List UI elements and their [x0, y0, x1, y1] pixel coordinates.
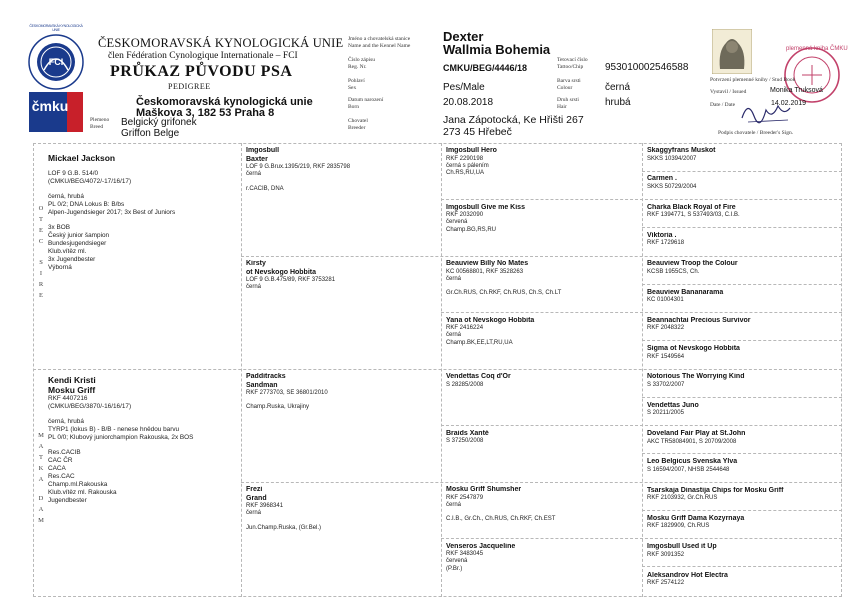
detail-line: RKF 4407216: [48, 395, 88, 402]
hair-value: hrubá: [605, 97, 631, 108]
detail-line: černá: [446, 275, 462, 282]
grandparent-cell: [246, 147, 436, 254]
detail-line: 3x Jugendbester: [48, 256, 96, 263]
grandparent-name: Kirsty: [246, 260, 266, 267]
detail-line: [48, 217, 236, 224]
breed-emblem: [712, 29, 752, 74]
great-grandparent-name: Imgosbull Hero: [446, 147, 497, 154]
great-grandparent-name: Beauview Billy No Mates: [446, 260, 529, 267]
stamp-text: plemenná kniha ČMKU: [786, 46, 848, 52]
detail-line: RKF 2773703, SE 36801/2010: [246, 390, 328, 396]
tattoo-label: Tetovací číslo Tattoo/Chip: [557, 57, 588, 70]
great-great-grandparent-cell: [647, 430, 839, 452]
detail-line: SKKS 50729/2004: [647, 183, 697, 190]
dog-name-2: Wallmia Bohemia: [443, 42, 551, 57]
detail-line: černá: [246, 284, 262, 291]
great-great-grandparent-name: Charka Black Royal of Fire: [647, 203, 736, 211]
detail-line: (CMKU/BEG/3870/-16/16/17): [48, 403, 132, 410]
color-label: Barva srsti Colour: [557, 78, 581, 91]
detail-line: červená: [446, 219, 468, 226]
detail-line: S 37250/2008: [446, 438, 484, 444]
detail-line: Res.CACIB: [48, 449, 81, 456]
breed-value-2: Griffon Belge: [121, 128, 180, 139]
detail-line: RKF 2574122: [647, 580, 685, 586]
detail-line: [246, 179, 436, 186]
detail-line: 3x BOB: [48, 224, 71, 231]
great-great-grandparent-name: Beauview Bananarama: [647, 288, 724, 296]
great-great-grandparent-cell: [647, 317, 839, 339]
detail-line: [446, 283, 638, 290]
detail-line: Gr.Ch.RUS, Ch.RKF, Ch.RUS, Ch.S, Ch.LT: [446, 290, 562, 297]
logo-fci-text: FCI: [48, 57, 64, 67]
detail-line: Ch.RS,RU,UA: [446, 170, 485, 177]
breeder-sign-label: Podpis chovatele / Breeder's Sign.: [718, 130, 794, 136]
detail-line: Bundesjugendsieger: [48, 240, 107, 247]
detail-line: Champ.BG,RS,RU: [446, 226, 497, 233]
great-great-grandparent-cell: [647, 204, 839, 226]
detail-line: C.I.B., Gr.Ch., Ch.RUS, Ch.RKF, Ch.EST: [446, 516, 556, 523]
logo-cmku-text: čmku: [31, 98, 69, 114]
detail-line: KC 01004301: [647, 297, 684, 303]
great-grandparent-cell: [446, 260, 638, 311]
grandparent-cell: [246, 373, 436, 480]
grandparent-cell: [246, 486, 436, 593]
detail-line: černá: [446, 332, 462, 339]
detail-line: [48, 411, 236, 418]
detail-line: r.CACIB, DNA: [246, 185, 284, 192]
overprint-line-1: Českomoravská kynologická unie: [136, 96, 313, 108]
great-grandparent-name: Mosku Griff Shumsher: [446, 486, 522, 493]
great-grandparent-cell: [446, 317, 638, 368]
detail-line: RKF 2547879: [446, 494, 484, 501]
cmku-logo: [27, 30, 85, 134]
grandparent-name: Imgosbull: [246, 147, 280, 154]
grandparent-name: Sandman: [246, 381, 278, 389]
born-label: Datum narození Born: [348, 97, 384, 110]
detail-line: SKKS 10394/2007: [647, 155, 697, 162]
detail-line: červená: [446, 558, 468, 565]
great-great-grandparent-name: Tsarskaja Dinastija Chips for Mosku Griff: [647, 486, 784, 494]
detail-line: (CMKU/BEG/4072/-17/16/17): [48, 178, 132, 185]
detail-line: Český junior šampion: [48, 232, 110, 239]
great-great-grandparent-cell: [647, 515, 839, 537]
detail-line: LOF 9 G.Brux.1395/219, RKF 2835798: [246, 164, 351, 170]
date-value: 14.02.2019: [771, 100, 807, 107]
breeder-label: Chovatel Breeder: [348, 118, 368, 131]
detail-line: [446, 509, 638, 516]
detail-line: Champ.Ruska, Ukrajiny: [246, 404, 310, 411]
great-grandparent-cell: [446, 147, 638, 198]
detail-line: RKF 1729618: [647, 240, 685, 247]
detail-line: RKF 2416224: [446, 325, 484, 331]
grandparent-name: ot Nevskogo Hobbita: [246, 268, 317, 276]
great-great-grandparent-name: Doveland Fair Play at St.John: [647, 430, 746, 437]
studbook-label: Potvrzení plemenné knihy / Stud Book: [710, 77, 796, 83]
detail-line: Champ.ml.Rakouska: [48, 481, 108, 488]
reg-label: Číslo zápisu Reg. Nr.: [348, 57, 376, 70]
breeder-value-1: Jana Zápotocká, Ke Hřišti 267: [443, 114, 584, 126]
detail-line: PL 0/2; DNA Lokus B: B/bs: [48, 201, 125, 208]
great-great-grandparent-cell: [647, 402, 839, 424]
grandparent-name: Baxter: [246, 155, 268, 163]
dam-name-2: Mosku Griff: [48, 385, 96, 395]
great-great-grandparent-name: Skaggyfrans Muskot: [647, 147, 716, 154]
great-great-grandparent-name: Beauview Troop the Colour: [647, 260, 738, 268]
great-grandparent-cell: [446, 430, 638, 481]
logo-ring-text: ČESKOMORAVSKÁ KYNOLOGICKÁ UNIE: [29, 24, 83, 32]
detail-line: S 33702/2007: [647, 381, 685, 388]
detail-line: RKF 2103932, Gr.Ch.RUS: [647, 495, 718, 502]
great-great-grandparent-name: Vendettas Juno: [647, 401, 699, 409]
great-grandparent-name: Braids Xanté: [446, 429, 489, 437]
great-great-grandparent-name: Mosku Griff Dama Kozyrnaya: [647, 514, 745, 522]
detail-line: KCSB 1955CS, Ch.: [647, 268, 700, 275]
detail-line: CAC ČR: [48, 457, 73, 464]
detail-line: RKF 1829909, Ch.RUS: [647, 523, 710, 530]
great-great-grandparent-name: Aleksandrov Hot Electra: [647, 571, 728, 579]
detail-line: Champ.BK,EE,LT,RU,UA: [446, 339, 513, 346]
dam-side-label: M A T K A D A M: [38, 432, 44, 524]
document-title: PRŮKAZ PŮVODU PSA: [110, 63, 293, 80]
hair-label: Druh srsti Hair: [557, 97, 579, 110]
sire-name: Mickael Jackson: [48, 153, 116, 163]
sex-label: Pohlaví Sex: [348, 78, 365, 91]
detail-line: Klub.vítěz ml. Rakouska: [48, 489, 117, 496]
detail-line: černá, hrubá: [48, 418, 84, 425]
detail-line: S 16594/2007, NHSB 2544648: [647, 466, 730, 473]
great-great-grandparent-cell: [647, 572, 839, 594]
signature: [738, 96, 794, 126]
sire-side-label: O T E C S I R E: [38, 205, 44, 299]
detail-line: [246, 518, 436, 525]
issued-label: Vystavil / Issued: [710, 89, 747, 95]
detail-line: (P.Br.): [446, 565, 463, 572]
grandparent-name: Padditracks: [246, 373, 286, 380]
detail-line: černá: [246, 510, 262, 517]
detail-line: S 28285/2008: [446, 381, 484, 388]
detail-line: RKF 3968341: [246, 503, 284, 509]
detail-line: Jugendbester: [48, 497, 87, 504]
detail-line: černá: [246, 171, 262, 178]
great-great-grandparent-name: Beannachtai Precious Survivor: [647, 316, 751, 324]
great-great-grandparent-cell: [647, 345, 839, 367]
detail-line: CACA: [48, 465, 66, 472]
sire-details: [48, 170, 236, 272]
detail-line: KC 00568801, RKF 3528263: [446, 268, 524, 275]
great-great-grandparent-cell: [647, 260, 839, 282]
great-great-grandparent-cell: [647, 487, 839, 509]
fci-member-line: člen Fédération Cynologique Internationale – FCI: [108, 51, 298, 61]
grandparent-name: Frezi: [246, 486, 263, 493]
detail-line: černá: [446, 501, 462, 508]
detail-line: [48, 186, 236, 193]
great-grandparent-name: Yana ot Nevskogo Hobbita: [446, 316, 535, 324]
date-label: Date / Date: [710, 102, 736, 108]
great-grandparent-name: Imgosbull Give me Kiss: [446, 203, 525, 211]
great-grandparent-cell: [446, 204, 638, 255]
detail-line: RKF 3483045: [446, 551, 484, 557]
great-great-grandparent-name: Imgosbull Used it Up: [647, 543, 717, 551]
great-great-grandparent-cell: [647, 147, 839, 169]
breeder-value-2: 273 45 Hřebeč: [443, 126, 512, 138]
great-great-grandparent-name: Notorious The Worrying Kind: [647, 373, 745, 381]
org-name: ČESKOMORAVSKÁ KYNOLOGICKÁ UNIE: [98, 36, 344, 50]
great-grandparent-cell: [446, 373, 638, 424]
great-great-grandparent-name: Carmen .: [647, 175, 677, 183]
detail-line: RKF 1549564: [647, 353, 685, 360]
breed-label: Plemeno Breed: [90, 117, 110, 130]
dam-details: [48, 395, 236, 505]
great-grandparent-cell: [446, 486, 638, 537]
great-grandparent-cell: [446, 543, 638, 594]
detail-line: Klub.vítěz ml.: [48, 248, 87, 255]
great-grandparent-name: Vendettas Coq d'Or: [446, 373, 511, 380]
detail-line: RKF 2290198: [446, 155, 484, 162]
great-great-grandparent-cell: [647, 175, 839, 197]
sex-value: Pes/Male: [443, 82, 485, 93]
detail-line: PL 0/0; Klubový juniorchampion Rakouska, 2x BOS: [48, 434, 194, 441]
detail-line: RKF 3091352: [647, 551, 685, 558]
overprint-line-2: Maškova 3, 182 53 Praha 8: [136, 107, 275, 119]
sire-cell: [48, 153, 236, 365]
great-great-grandparent-name: Viktoria .: [647, 231, 677, 239]
name-label: Jméno a chovatelská stanice Name and the Kennel Name: [348, 36, 411, 49]
tattoo-value: 953010002546588: [605, 62, 689, 73]
detail-line: Výborná: [48, 264, 72, 271]
detail-line: černá, hrubá: [48, 193, 84, 200]
issued-value: Monika Truksová: [770, 87, 823, 94]
great-great-grandparent-cell: [647, 232, 839, 254]
dog-name-1: Dexter: [443, 29, 484, 44]
great-grandparent-name: Venseros Jacqueline: [446, 542, 516, 550]
color-value: černá: [605, 82, 631, 93]
detail-line: RKF 2048322: [647, 325, 685, 332]
detail-line: Jun.Champ.Ruska, (Gr.Bel.): [246, 524, 322, 531]
great-great-grandparent-cell: [647, 373, 839, 395]
document-subtitle: PEDIGREE: [168, 82, 211, 91]
great-great-grandparent-cell: [647, 458, 839, 480]
detail-line: TYRP1 (lokus B) - B/B - nenese hnědou barvu: [48, 426, 180, 433]
born-value: 20.08.2018: [443, 97, 494, 108]
detail-line: Alpen-Jugendsieger 2017; 3x Best of Juniors: [48, 209, 176, 216]
great-great-grandparent-name: Leo Belgicus Svenska Ylva: [647, 458, 738, 466]
detail-line: LOF 9 G.B. 514/0: [48, 170, 99, 177]
grandparent-cell: [246, 260, 436, 367]
grandparent-name: Grand: [246, 494, 267, 502]
detail-line: černá s pálením: [446, 162, 489, 169]
reg-value: CMKU/BEG/4446/18: [443, 63, 528, 73]
detail-line: Res.CAC: [48, 473, 75, 480]
great-great-grandparent-cell: [647, 289, 839, 311]
dam-name-1: Kendi Kristi: [48, 375, 96, 385]
detail-line: [48, 442, 236, 449]
dam-cell: [48, 375, 236, 593]
great-great-grandparent-cell: [647, 543, 839, 565]
detail-line: [246, 397, 436, 404]
breed-value-1: Belgický grifonek: [121, 117, 197, 128]
great-great-grandparent-name: Sigma ot Nevskogo Hobbita: [647, 345, 740, 353]
detail-line: S 20211/2005: [647, 410, 684, 417]
detail-line: RKF 1394771, S 537493/03, C.I.B.: [647, 212, 740, 219]
detail-line: LOF 9 G.B.475/89, RKF 3753281: [246, 277, 336, 283]
detail-line: AKC TR58084901, S 20709/2008: [647, 438, 737, 445]
detail-line: RKF 2032090: [446, 212, 484, 218]
